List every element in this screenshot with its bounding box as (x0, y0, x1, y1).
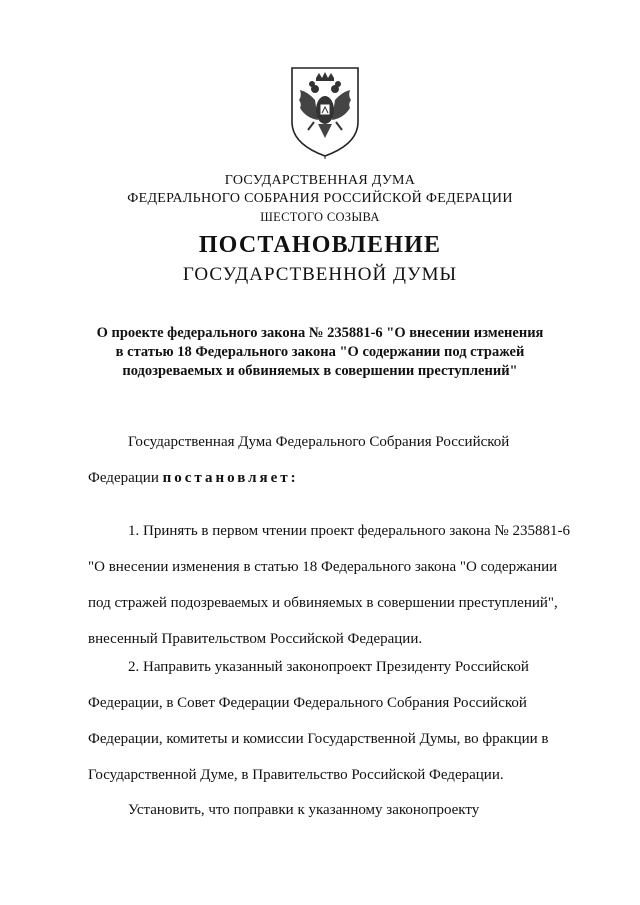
intro-line-1 (88, 424, 580, 460)
document-subtitle: ГОСУДАРСТВЕННОЙ ДУМЫ (182, 264, 458, 285)
subject-line-3: подозреваемых и обвиняемых в совершении преступлений" (122, 363, 518, 379)
item-3-word: указанному (308, 802, 383, 818)
intro-line-2 (88, 460, 580, 496)
intro-word: Российской (435, 434, 510, 450)
item-1-line-4: внесенный Правительством Российской Федерации. (88, 631, 423, 647)
intro-word: Федерального (275, 434, 366, 450)
item-3-word: к (297, 802, 305, 818)
item-1-line-1: 1. Принять в первом чтении проект федерального закона № 235881-6 (128, 523, 570, 539)
header-line-2: ФЕДЕРАЛЬНОГО СОБРАНИЯ РОССИЙСКОЙ ФЕДЕРАЦИИ (127, 191, 513, 206)
header-line-1: ГОСУДАРСТВЕННАЯ ДУМА (224, 173, 416, 188)
item-2-word: указанный (214, 659, 283, 675)
item-2-line-2: Федерации, в Совет Федерации Федерального Собрания Российской (88, 695, 527, 711)
intro-word: Государственная (128, 434, 235, 450)
item-2-line-3: Федерации, комитеты и комиссии Государственной Думы, во фракции в (88, 731, 549, 747)
item-1-line-3: под стражей подозреваемых и обвиняемых в совершении преступлений", (88, 595, 558, 611)
item-2-word: Президенту (375, 659, 452, 675)
resolves-word: постановляет: (162, 470, 299, 486)
item-3-word: что (208, 802, 230, 818)
item-1-paragraph (88, 513, 580, 657)
item-3-line-1 (88, 792, 580, 828)
subject-line-1: О проекте федерального закона № 235881-6 "О внесении изменения (96, 325, 544, 341)
intro-paragraph (88, 424, 580, 496)
intro-line-2-start: Федерации (88, 470, 159, 486)
item-2-line-1 (88, 649, 580, 685)
subject-line-2: в статью 18 Федерального закона "О содержании под стражей (115, 344, 525, 360)
item-3-paragraph (88, 792, 580, 828)
item-2-paragraph (88, 649, 580, 793)
item-2-word: законопроект (286, 659, 373, 675)
state-emblem-icon (288, 64, 362, 160)
item-2-word: 2. Направить (128, 659, 211, 675)
item-2-line-4: Государственной Думе, в Правительство Российской Федерации. (88, 767, 504, 783)
item-2-word: Российской (454, 659, 529, 675)
item-3-word: Установить, (128, 802, 205, 818)
intro-word: Собрания (369, 434, 432, 450)
document-title: ПОСТАНОВЛЕНИЕ (198, 232, 442, 258)
intro-word: Дума (238, 434, 272, 450)
item-3-word: законопроекту (386, 802, 480, 818)
document-subject (60, 324, 580, 381)
header-line-3: ШЕСТОГО СОЗЫВА (260, 210, 380, 224)
item-1-line-2: "О внесении изменения в статью 18 Федерального закона "О содержании (88, 559, 558, 575)
item-3-word: поправки (233, 802, 294, 818)
